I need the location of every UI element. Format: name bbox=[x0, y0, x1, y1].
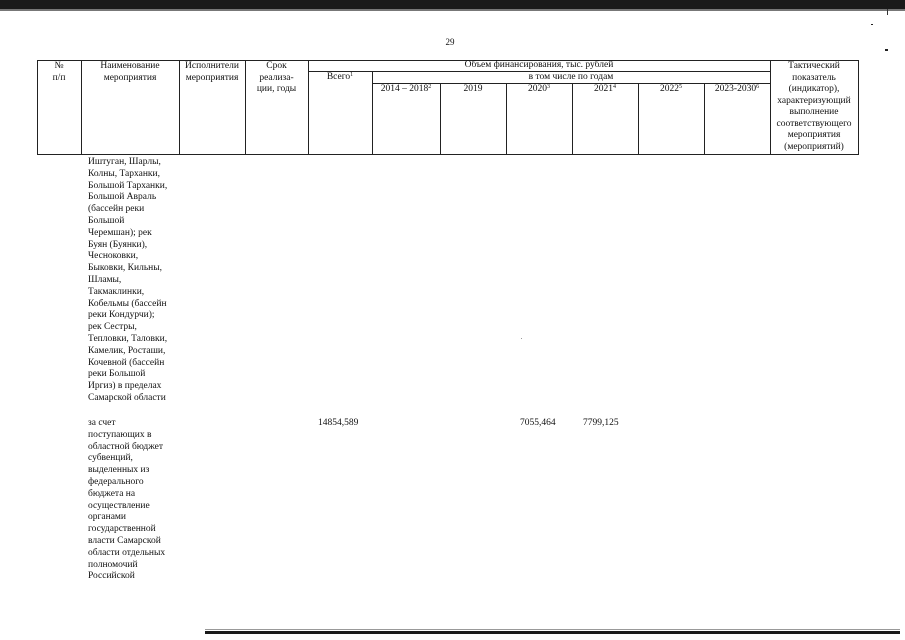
header-year: 2023-2030$^6$ bbox=[714, 84, 760, 94]
header-executors: Исполнители мероприятия bbox=[185, 61, 239, 83]
header-indicator: Тактический показатель (индикатор), характеризующий выполнение соответствующего мероприятия (мероприятий) bbox=[776, 61, 852, 152]
header-year: 2020$^3$ bbox=[528, 84, 550, 94]
header-by-years: в том числе по годам bbox=[528, 72, 614, 82]
header-year: 2022$^5$ bbox=[660, 84, 682, 94]
funding-source-text: за счет поступающих в областной бюджет субвенций, выделенных из федерального бюджета на осуществление органами государственной власти Самарской области отдельных полномочий Российской bbox=[88, 418, 166, 582]
scan-border-bottom-shade bbox=[205, 629, 900, 630]
scan-border-top bbox=[0, 0, 905, 9]
header-name: Наименование мероприятия bbox=[100, 61, 160, 83]
header-bottom-border bbox=[37, 154, 858, 155]
funding-total-value: 14854,589 bbox=[318, 418, 359, 428]
funding-2020-value: 7055,464 bbox=[520, 418, 556, 428]
page-number: 29 bbox=[445, 37, 455, 47]
col-border bbox=[858, 60, 859, 155]
header-year: 2014 – 2018$^2$ bbox=[380, 84, 432, 94]
header-year: 2019 bbox=[463, 84, 483, 94]
header-total: Всего$^1$ bbox=[326, 72, 354, 82]
header-year: 2021$^4$ bbox=[594, 84, 616, 94]
scan-speck bbox=[885, 49, 888, 51]
scan-speck bbox=[871, 24, 873, 25]
header-num: № п/п bbox=[52, 61, 66, 83]
header-funding-title: Объем финансирования, тыс. рублей bbox=[464, 60, 614, 70]
measure-name-continuation: Иштуган, Шарлы, Колны, Тарханки, Большой Тарханки, Большой Авраль (бассейн реки Большой Черемшан); рек Буян (Буянки), Чесноковки, Быковки, Кильны, Шламы, Такмаклинки, Кобельмы (бассейн реки Кондурчи); рек Сестры, Тепловки, Таловки, Камелик, Росташи, Кочевной (бассейн реки Большой Иргиз) в пределах Самарской области bbox=[88, 157, 168, 403]
scan-mark bbox=[887, 9, 888, 15]
funding-2021-value: 7799,125 bbox=[583, 418, 619, 428]
scan-border-bottom bbox=[205, 631, 900, 634]
header-term: Срок реализа- ции, годы bbox=[256, 61, 297, 95]
scan-speck bbox=[521, 338, 522, 339]
scan-border-shade bbox=[0, 9, 905, 11]
